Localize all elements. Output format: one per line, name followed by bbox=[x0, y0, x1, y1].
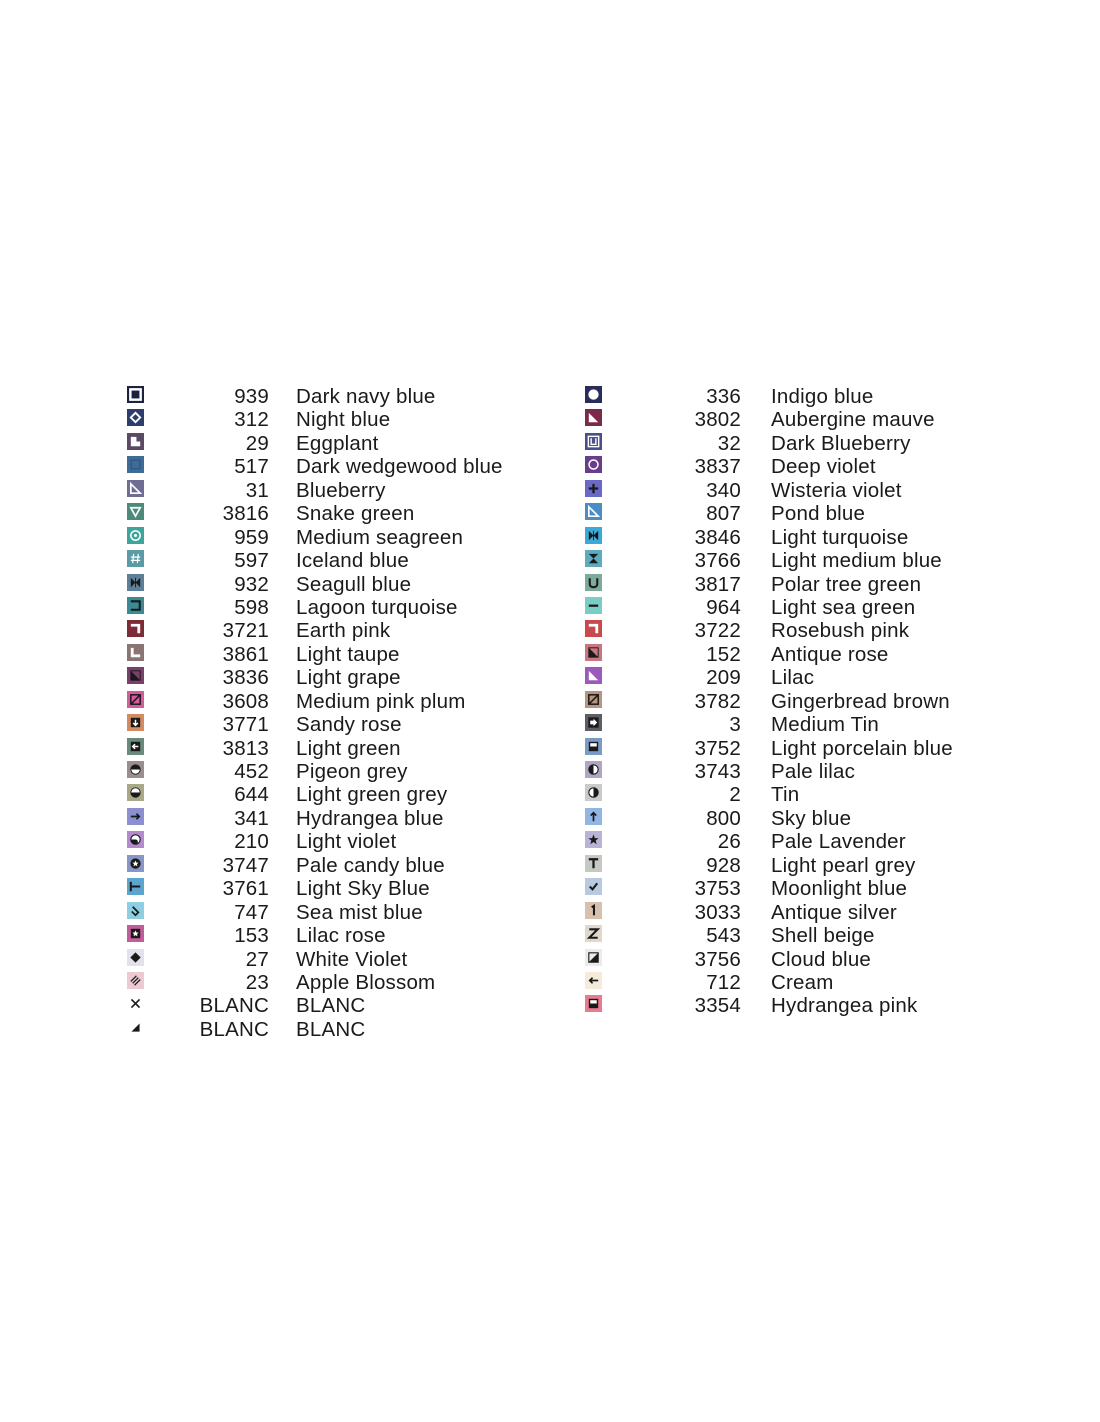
thread-code: 210 bbox=[234, 830, 269, 854]
diamond-icon bbox=[127, 409, 144, 426]
star-box-icon bbox=[127, 925, 144, 942]
corner-bracket-icon bbox=[127, 620, 144, 637]
thread-code: 2 bbox=[729, 783, 741, 807]
down-arrow-box-icon bbox=[127, 714, 144, 731]
thread-code: 3 bbox=[729, 713, 741, 737]
left-arrow-icon bbox=[585, 972, 602, 989]
color-name: Night blue bbox=[296, 408, 391, 432]
half-circle-top-icon bbox=[127, 761, 144, 778]
color-name: Blueberry bbox=[296, 478, 386, 502]
thread-code: 27 bbox=[245, 947, 269, 971]
bar-square-icon bbox=[585, 738, 602, 755]
color-name: Light Sky Blue bbox=[296, 877, 430, 901]
thread-code: 153 bbox=[234, 924, 269, 948]
thread-code: 3721 bbox=[222, 619, 269, 643]
color-name: Shell beige bbox=[771, 924, 875, 948]
target-circle-icon bbox=[127, 527, 144, 544]
color-name: Wisteria violet bbox=[771, 478, 902, 502]
inner-square-icon bbox=[127, 456, 144, 473]
cup-icon bbox=[585, 574, 602, 591]
thread-code: 452 bbox=[234, 760, 269, 783]
thread-code: 336 bbox=[706, 385, 741, 408]
t-icon bbox=[585, 855, 602, 872]
thread-code: 3753 bbox=[694, 877, 741, 901]
color-name: Pale lilac bbox=[771, 760, 856, 783]
thread-code: 152 bbox=[706, 642, 741, 666]
bowtie-icon bbox=[585, 527, 602, 544]
thread-code: 543 bbox=[706, 924, 741, 948]
color-name: Hydrangea blue bbox=[296, 806, 444, 830]
color-name: Dark Blueberry bbox=[771, 431, 911, 455]
thread-code: 964 bbox=[706, 595, 741, 619]
thread-code: 3766 bbox=[694, 549, 741, 573]
color-name: Tin bbox=[771, 783, 800, 807]
thread-code: 3837 bbox=[694, 455, 741, 479]
half-triangle-icon bbox=[585, 644, 602, 661]
diagonal-triangle-icon bbox=[585, 667, 602, 684]
color-name: Sea mist blue bbox=[296, 900, 423, 924]
color-name: Deep violet bbox=[771, 455, 876, 479]
color-name: Light porcelain blue bbox=[771, 736, 953, 760]
color-name: Apple Blossom bbox=[296, 970, 436, 994]
thread-code: 3743 bbox=[694, 760, 741, 783]
color-name: Light sea green bbox=[771, 595, 916, 619]
thread-code: 3033 bbox=[694, 900, 741, 924]
color-name: BLANC bbox=[296, 994, 366, 1018]
color-name: Seagull blue bbox=[296, 572, 412, 596]
color-name: Medium seagreen bbox=[296, 525, 464, 549]
thread-code: 747 bbox=[234, 900, 269, 924]
thread-code: 3816 bbox=[222, 502, 269, 526]
slashed-square-icon bbox=[585, 691, 602, 708]
thread-code: 932 bbox=[234, 572, 269, 596]
color-name: Indigo blue bbox=[771, 385, 874, 408]
color-name: Light turquoise bbox=[771, 525, 909, 549]
star-icon bbox=[585, 831, 602, 848]
thread-code: 597 bbox=[234, 549, 269, 573]
color-name: Light pearl grey bbox=[771, 853, 916, 877]
color-name: Rosebush pink bbox=[771, 619, 910, 643]
down-triangle-icon bbox=[127, 503, 144, 520]
z-icon bbox=[585, 925, 602, 942]
color-name: Light taupe bbox=[296, 642, 400, 666]
color-name: Earth pink bbox=[296, 619, 391, 643]
thread-code: 644 bbox=[234, 783, 269, 807]
dash-icon bbox=[585, 597, 602, 614]
thread-code: 3752 bbox=[694, 736, 741, 760]
solid-diamond-icon bbox=[127, 949, 144, 966]
thread-code: BLANC bbox=[199, 994, 269, 1018]
color-name: Aubergine mauve bbox=[771, 408, 935, 432]
thread-code: 517 bbox=[234, 455, 269, 479]
color-name: Lilac rose bbox=[296, 924, 386, 948]
color-name: Pigeon grey bbox=[296, 760, 408, 783]
color-name: Dark wedgewood blue bbox=[296, 455, 503, 479]
color-name: Polar tree green bbox=[771, 572, 922, 596]
thread-code: 340 bbox=[706, 478, 741, 502]
thread-code: 928 bbox=[706, 853, 741, 877]
hourglass-icon bbox=[585, 550, 602, 567]
thread-code: 3813 bbox=[222, 736, 269, 760]
thread-code: BLANC bbox=[199, 1017, 269, 1041]
hollow-circle-icon bbox=[585, 456, 602, 473]
color-name: Light violet bbox=[296, 830, 397, 854]
half-triangle-icon bbox=[127, 667, 144, 684]
thread-code: 312 bbox=[234, 408, 269, 432]
solid-circle-icon bbox=[585, 386, 602, 403]
thread-code: 3771 bbox=[222, 713, 269, 737]
check-icon bbox=[585, 878, 602, 895]
thread-code: 26 bbox=[717, 830, 741, 854]
thread-code: 31 bbox=[245, 478, 269, 502]
star-circle-icon bbox=[127, 855, 144, 872]
color-name: Medium Tin bbox=[771, 713, 879, 737]
thread-code: 209 bbox=[706, 666, 741, 690]
thread-code: 3761 bbox=[222, 877, 269, 901]
thread-code: 3802 bbox=[694, 408, 741, 432]
corner-bracket-icon bbox=[585, 620, 602, 637]
hash-icon bbox=[127, 550, 144, 567]
thread-code: 807 bbox=[706, 502, 741, 526]
diagonal-lines-icon bbox=[127, 972, 144, 989]
thread-code: 3817 bbox=[694, 572, 741, 596]
thread-code: 598 bbox=[234, 595, 269, 619]
color-name: Dark navy blue bbox=[296, 385, 436, 408]
diagonal-triangle-icon bbox=[585, 409, 602, 426]
thread-code: 32 bbox=[717, 431, 741, 455]
color-name: Light green bbox=[296, 736, 401, 760]
l-corner-icon bbox=[127, 644, 144, 661]
color-name: Antique silver bbox=[771, 900, 897, 924]
slashed-square-icon bbox=[127, 691, 144, 708]
thread-code: 3756 bbox=[694, 947, 741, 971]
color-name: Light grape bbox=[296, 666, 401, 690]
diagonal-half-square-icon bbox=[585, 949, 602, 966]
thread-code: 341 bbox=[234, 806, 269, 830]
arrow-box-icon bbox=[585, 714, 602, 731]
color-name: Iceland blue bbox=[296, 549, 409, 573]
up-arrow-icon bbox=[585, 808, 602, 825]
cup-square-icon bbox=[585, 433, 602, 450]
one-icon bbox=[585, 902, 602, 919]
bar-square-icon bbox=[585, 995, 602, 1012]
hollow-square-icon bbox=[127, 386, 144, 403]
color-name: Pale Lavender bbox=[771, 830, 906, 854]
color-name: Eggplant bbox=[296, 431, 379, 455]
color-name: Sky blue bbox=[771, 806, 852, 830]
open-square-icon bbox=[127, 597, 144, 614]
color-name: Pale candy blue bbox=[296, 853, 445, 877]
color-name: Sandy rose bbox=[296, 713, 402, 737]
thread-code: 3846 bbox=[694, 525, 741, 549]
half-circle-right-icon bbox=[585, 784, 602, 801]
corner-triangle-icon bbox=[127, 1019, 144, 1036]
thread-code: 800 bbox=[706, 806, 741, 830]
thread-code: 3747 bbox=[222, 853, 269, 877]
bowtie-icon bbox=[127, 574, 144, 591]
color-name: Moonlight blue bbox=[771, 877, 908, 901]
color-name: Lilac bbox=[771, 666, 815, 690]
right-triangle-icon bbox=[585, 503, 602, 520]
right-arrow-icon bbox=[127, 808, 144, 825]
half-circle-left-icon bbox=[585, 761, 602, 778]
thread-code: 959 bbox=[234, 525, 269, 549]
color-name: BLANC bbox=[296, 1017, 366, 1041]
half-circle-bottom-icon bbox=[127, 784, 144, 801]
color-name: White Violet bbox=[296, 947, 408, 971]
right-triangle-icon bbox=[127, 480, 144, 497]
thread-code: 3722 bbox=[694, 619, 741, 643]
left-arrow-box-icon bbox=[127, 738, 144, 755]
hook-icon bbox=[127, 902, 144, 919]
cross-icon bbox=[127, 995, 144, 1012]
thread-code: 939 bbox=[234, 385, 269, 408]
color-name: Lagoon turquoise bbox=[296, 595, 458, 619]
thread-code: 3861 bbox=[222, 642, 269, 666]
corner-square-icon bbox=[127, 433, 144, 450]
color-name: Light green grey bbox=[296, 783, 448, 807]
color-name: Light medium blue bbox=[771, 549, 942, 573]
thread-code: 712 bbox=[706, 970, 741, 994]
color-name: Snake green bbox=[296, 502, 415, 526]
color-name: Cloud blue bbox=[771, 947, 872, 971]
t-bar-icon bbox=[127, 878, 144, 895]
swirl-circle-icon bbox=[127, 831, 144, 848]
color-name: Pond blue bbox=[771, 502, 866, 526]
thread-code: 23 bbox=[245, 970, 269, 994]
plus-icon bbox=[585, 480, 602, 497]
thread-code: 3836 bbox=[222, 666, 269, 690]
thread-code: 3608 bbox=[222, 689, 269, 713]
thread-code: 3782 bbox=[694, 689, 741, 713]
color-name: Hydrangea pink bbox=[771, 994, 918, 1018]
color-name: Medium pink plum bbox=[296, 689, 466, 713]
thread-code: 3354 bbox=[694, 994, 741, 1018]
thread-code: 29 bbox=[245, 431, 269, 455]
color-name: Cream bbox=[771, 970, 834, 994]
color-name: Gingerbread brown bbox=[771, 689, 950, 713]
color-name: Antique rose bbox=[771, 642, 889, 666]
